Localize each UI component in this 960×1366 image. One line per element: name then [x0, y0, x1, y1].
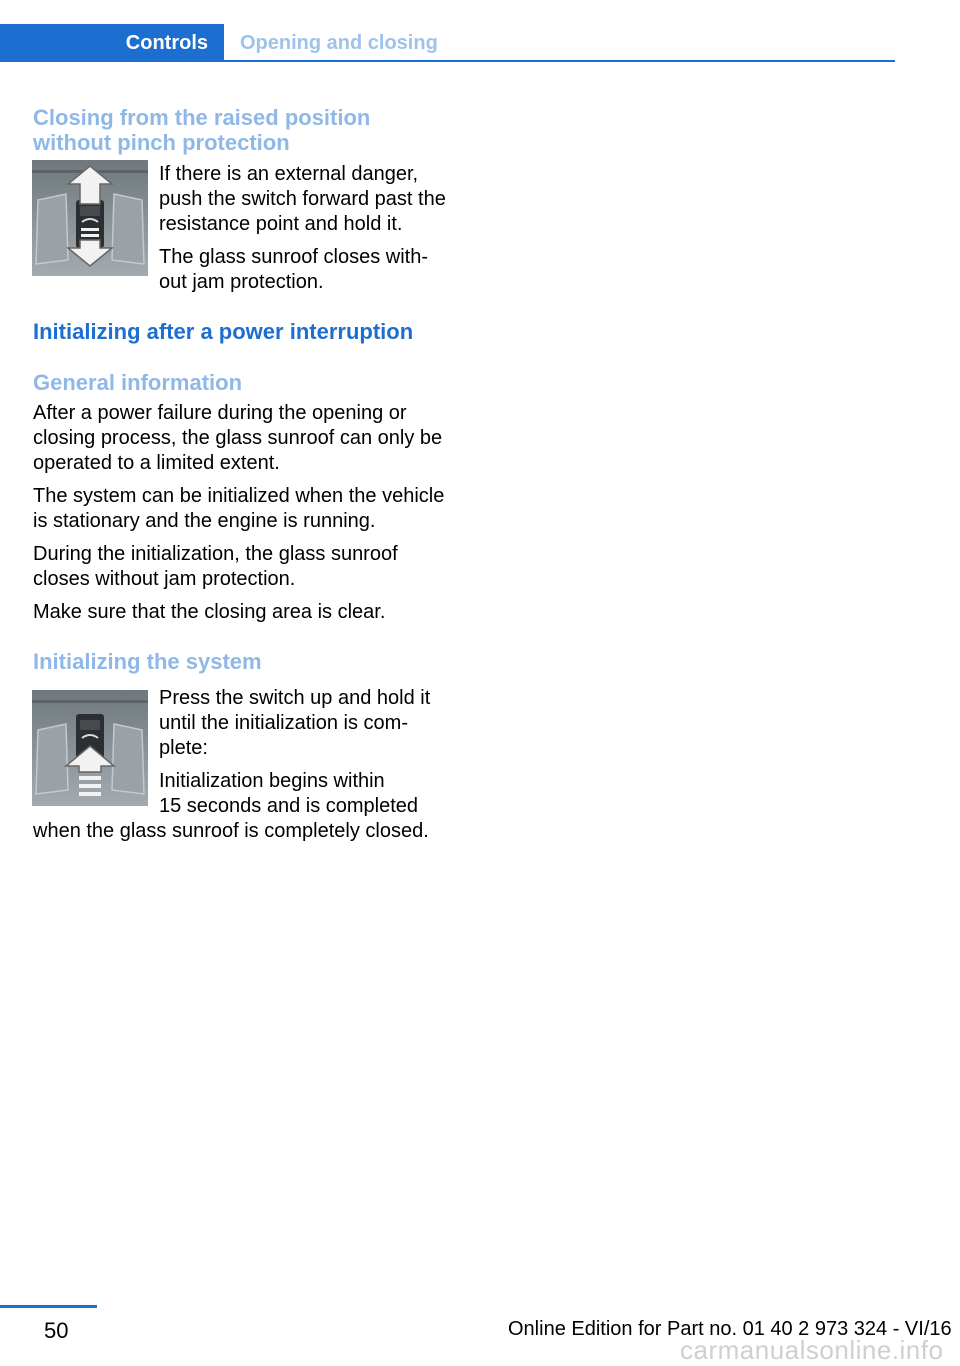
general-info-line: Make sure that the closing area is clear.: [33, 601, 386, 623]
header-section-label: Controls: [125, 31, 208, 54]
init-system-text: [159, 686, 430, 819]
closing-raised-line: resistance point and hold it.: [159, 213, 403, 235]
general-info-line: closes without jam protection.: [33, 568, 296, 590]
init-power-heading: Initializing after a power interruption: [33, 319, 414, 344]
switch-press-up-illustration: [32, 690, 148, 806]
closing-raised-line: If there is an external danger,: [159, 163, 419, 185]
init-system-line: plete:: [159, 737, 208, 759]
closing-raised-heading: [33, 105, 370, 155]
header-subsection: Opening and closing: [240, 32, 438, 54]
general-info-line: The system can be initialized when the vehicle: [33, 485, 445, 507]
general-info-heading: General information: [33, 370, 243, 395]
footer-edition: Online Edition for Part no. 01 40 2 973 324 - VI/16: [508, 1318, 952, 1340]
page-number: 50: [44, 1318, 69, 1343]
closing-raised-heading-line1: Closing from the raised position: [33, 105, 371, 130]
closing-raised-line: The glass sunroof closes with-: [159, 246, 429, 268]
header-section-tab: [0, 24, 224, 62]
header-rule: [224, 60, 895, 62]
footer-rule: [0, 1305, 97, 1308]
closing-raised-line: out jam protection.: [159, 271, 324, 293]
init-system-line: until the initialization is com-: [159, 712, 408, 734]
init-system-line: Initialization begins within: [159, 770, 385, 792]
switch-push-forward-illustration: [32, 160, 148, 276]
init-system-line: 15 seconds and is completed: [159, 795, 419, 817]
closing-raised-line: push the switch forward past the: [159, 188, 446, 210]
init-system-heading: Initializing the system: [33, 649, 262, 674]
init-system-last-line: when the glass sunroof is completely closed.: [33, 820, 429, 842]
general-info-line: After a power failure during the opening or: [33, 402, 407, 424]
closing-raised-text: [159, 162, 446, 295]
init-system-line: Press the switch up and hold it: [159, 687, 431, 709]
general-info-line: closing process, the glass sunroof can only be: [33, 427, 443, 449]
switch-press-up-figure: [32, 690, 148, 806]
closing-raised-heading-line2: without pinch protection: [33, 130, 290, 155]
general-info-section: [33, 370, 444, 625]
watermark: carmanualsonline.info: [680, 1335, 944, 1365]
general-info-line: operated to a limited extent.: [33, 452, 280, 474]
general-info-line: is stationary and the engine is running.: [33, 510, 376, 532]
switch-push-forward-figure: [32, 160, 148, 276]
general-info-line: During the initialization, the glass sunroof: [33, 543, 398, 565]
